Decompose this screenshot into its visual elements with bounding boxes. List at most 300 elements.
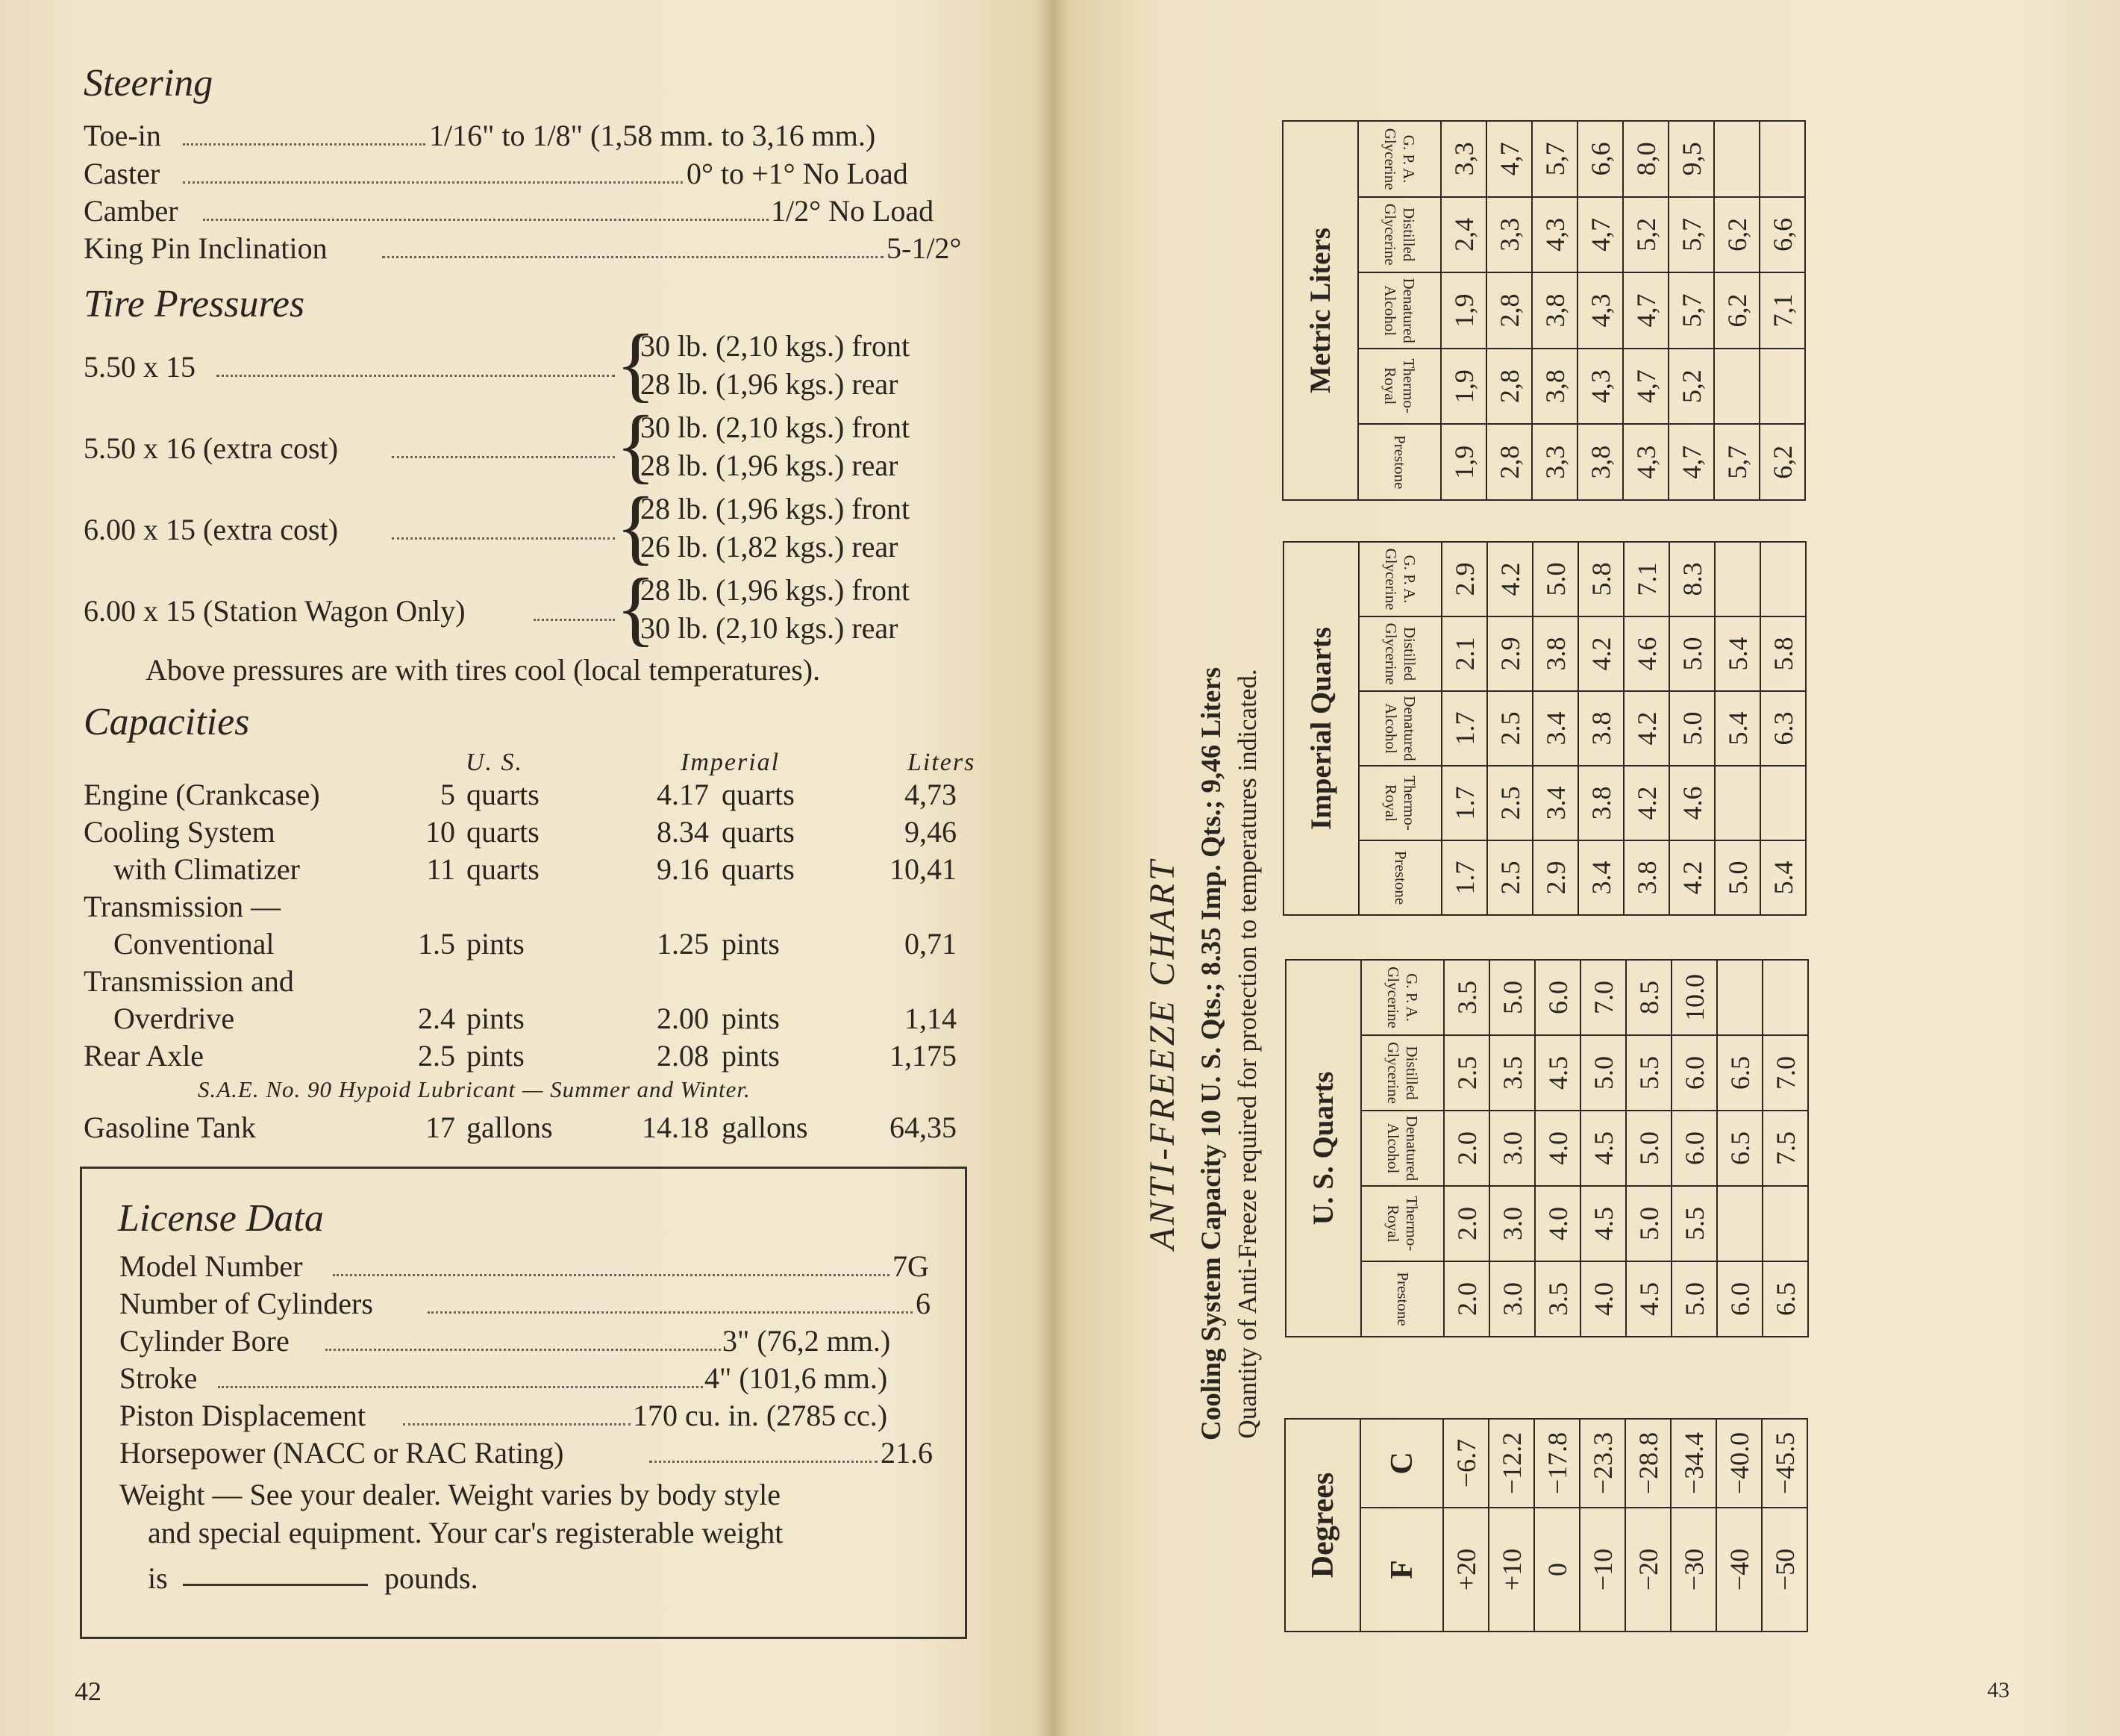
quantity-cell: 3,8 [1578,424,1623,500]
table-row [1669,121,1714,500]
quantity-cell: 5.8 [1578,542,1624,616]
quantity-cell: 5.0 [1489,960,1535,1035]
capacity-imperial-unit: pints [722,927,780,961]
degrees-c-cell: −12.2 [1489,1419,1534,1508]
table-row [1486,121,1532,500]
quantity-cell [1715,542,1760,616]
anti-freeze-chart [1142,93,1985,1632]
capacity-imperial-amount: 1.25 [657,927,709,961]
quantity-cell: 3.5 [1489,1035,1535,1111]
col-us: U. S. [466,749,524,776]
capacity-label: Conventional [113,927,275,961]
quantity-cell: 4.2 [1624,691,1669,766]
quantity-cell: 6.5 [1717,1111,1763,1186]
quantity-cell: 3.0 [1489,1261,1535,1337]
quantity-cell: 7,1 [1760,272,1805,349]
quantity-cell: 2.9 [1442,542,1487,616]
page-42 [0,0,1052,1736]
capacity-us-unit: gallons [466,1111,553,1144]
table-row [1441,121,1486,500]
capacity-imperial-unit: pints [722,1002,780,1035]
antifreeze-type-header: Thermo- Royal [1361,1186,1444,1261]
tire-front-pressure: 28 lb. (1,96 kgs.) front [640,492,910,525]
table-row [1672,960,1717,1337]
dot-leader [534,619,615,621]
col-imperial: Imperial [681,749,781,776]
quantity-cell: 3,8 [1532,349,1578,425]
quantity-cell: 5,2 [1669,349,1714,425]
license-label: Stroke [119,1361,198,1395]
tire-rear-pressure: 28 lb. (1,96 kgs.) rear [640,449,898,482]
quantity-cell: 4.6 [1624,616,1669,691]
quantity-cell: 4,3 [1532,197,1578,273]
quantity-cell: 3.5 [1535,1261,1580,1337]
quantity-cell: 2.0 [1444,1261,1489,1337]
quantity-cell: 3,3 [1532,424,1578,500]
capacity-us-unit: pints [466,1039,525,1072]
quantity-cell: 8.3 [1669,542,1715,616]
weight-pounds: pounds. [384,1561,478,1595]
degrees-f-header: F [1360,1508,1443,1632]
capacity-us-amount: 17 [425,1111,455,1144]
capacity-us-unit: pints [466,1002,525,1035]
table-row [1444,960,1489,1337]
degrees-row [1534,1419,1580,1632]
quantity-cell: 1.7 [1442,766,1487,840]
imperial-quarts-table [1283,541,1807,916]
weight-blank-line [183,1584,368,1586]
quantity-cell: 4.5 [1626,1261,1672,1337]
table-row [1487,542,1533,915]
quantity-cell: 4.2 [1487,542,1533,616]
quantity-cell: 5.5 [1672,1186,1717,1261]
table-row [1578,542,1624,915]
capacity-us-amount: 10 [425,815,455,849]
capacity-label: Gasoline Tank [84,1111,256,1144]
capacities-heading: Capacities [84,701,250,743]
antifreeze-type-header: Prestone [1361,1261,1444,1337]
quantity-cell [1760,542,1806,616]
weight-note-line: and special equipment. Your car's registerable weight [148,1516,784,1549]
license-value: 7G [892,1249,929,1283]
capacity-us-unit: quarts [466,852,540,886]
capacity-imperial-amount: 14.18 [642,1111,709,1144]
quantity-cell: 3.4 [1533,691,1578,766]
degrees-f-cell: −10 [1580,1508,1625,1632]
quantity-cell [1717,1186,1763,1261]
quantity-cell: 3.0 [1489,1111,1535,1186]
capacity-label: with Climatizer [113,852,300,886]
table-row [1578,121,1623,500]
quantity-cell: 9,5 [1669,121,1714,197]
dot-leader [392,537,615,540]
quantity-cell: 2.0 [1444,1186,1489,1261]
table-row [1763,960,1808,1337]
antifreeze-type-header: G. P. A. Glycerine [1361,960,1444,1035]
degrees-f-cell: +10 [1489,1508,1534,1632]
dot-leader [382,256,884,258]
degrees-c-cell: −6.7 [1443,1419,1489,1508]
quantity-cell: 5.4 [1715,691,1760,766]
quantity-cell: 4.5 [1580,1111,1626,1186]
quantity-cell: 8.5 [1626,960,1672,1035]
quantity-cell: 4,7 [1669,424,1714,500]
capacity-label: Engine (Crankcase) [84,778,320,811]
dot-leader [392,456,615,458]
quantity-cell: 6,2 [1760,424,1805,500]
antifreeze-type-header: Thermo- Royal [1358,349,1441,425]
quantity-cell: 1,9 [1441,349,1486,425]
capacity-liters: 1,14 [904,1002,957,1035]
capacity-label: Transmission — [84,890,281,923]
capacity-liters: 1,175 [889,1039,957,1072]
quantity-cell: 3.0 [1489,1186,1535,1261]
dot-leader [183,143,425,146]
quantity-cell: 5,2 [1623,197,1669,273]
quantity-cell: 1.7 [1442,840,1487,915]
tire-rear-pressure: 28 lb. (1,96 kgs.) rear [640,367,898,401]
quantity-cell: 6,2 [1714,197,1760,273]
quantity-cell [1714,121,1760,197]
quantity-cell: 7.5 [1763,1111,1808,1186]
degrees-c-header: C [1360,1419,1443,1508]
license-label: Horsepower (NACC or RAC Rating) [119,1436,564,1470]
capacity-us-amount: 11 [426,852,455,886]
license-data-heading: License Data [118,1197,324,1240]
dot-leader [203,219,769,221]
quantity-cell: 2,4 [1441,197,1486,273]
degrees-f-cell: 0 [1534,1508,1580,1632]
dot-leader [333,1274,889,1276]
quantity-cell: 5.4 [1760,840,1806,915]
quantity-cell: 5.0 [1669,691,1715,766]
quantity-cell: 5.0 [1715,840,1760,915]
quantity-cell: 10.0 [1672,960,1717,1035]
capacity-label: Overdrive [113,1002,235,1035]
capacity-imperial-unit: pints [722,1039,780,1072]
capacity-label: Cooling System [84,815,275,849]
steering-label: Camber [84,194,178,228]
table-row [1717,960,1763,1337]
quantity-cell: 4.5 [1580,1186,1626,1261]
chart-subtitle: Cooling System Capacity 10 U. S. Qts.; 8.35 Imp. Qts.; 9,46 Liters [1196,667,1227,1440]
dot-leader [403,1423,631,1426]
tire-front-pressure: 28 lb. (1,96 kgs.) front [640,573,910,607]
capacity-us-unit: pints [466,927,525,961]
quantity-cell: 4,3 [1623,424,1669,500]
quantity-cell: 7.1 [1624,542,1669,616]
capacity-liters: 0,71 [904,927,957,961]
capacity-us-unit: quarts [466,778,540,811]
brace: { [616,318,656,410]
antifreeze-type-header: Prestone [1359,840,1442,915]
antifreeze-type-header: Distilled Glycerine [1361,1035,1444,1111]
quantity-cell [1763,1186,1808,1261]
quantity-cell: 6.5 [1763,1261,1808,1337]
license-label: Model Number [119,1249,303,1283]
capacity-us-amount: 2.5 [418,1039,455,1072]
capacity-label: Rear Axle [84,1039,204,1072]
quantity-cell: 2.5 [1487,691,1533,766]
weight-is: is [148,1561,168,1595]
steering-value: 0° to +1° No Load [687,157,908,190]
chart-title: ANTI-FREEZE CHART [1142,858,1182,1250]
quantity-cell [1763,960,1808,1035]
steering-value: 1/2° No Load [771,194,934,228]
capacity-imperial-unit: quarts [722,815,795,849]
steering-label: Caster [84,157,160,190]
quantity-cell: 6,6 [1578,121,1623,197]
degrees-c-cell: −17.8 [1534,1419,1580,1508]
quantity-cell: 3.4 [1578,840,1624,915]
tire-size: 5.50 x 16 (extra cost) [84,431,339,465]
quantity-cell: 5.8 [1760,616,1806,691]
capacity-liters: 64,35 [889,1111,957,1144]
quantity-cell: 4.5 [1535,1035,1580,1111]
tire-front-pressure: 30 lb. (2,10 kgs.) front [640,329,910,363]
quantity-cell [1714,349,1760,425]
quantity-cell: 5.0 [1672,1261,1717,1337]
quantity-cell: 2.0 [1444,1111,1489,1186]
quantity-cell: 5.5 [1626,1035,1672,1111]
degrees-f-cell: −40 [1716,1508,1762,1632]
capacity-imperial-amount: 9.16 [657,852,709,886]
table-row [1715,542,1760,915]
quantity-cell: 5.4 [1715,616,1760,691]
quantity-cell: 5.0 [1626,1111,1672,1186]
quantity-cell: 2.5 [1444,1035,1489,1111]
capacity-liters: 10,41 [889,852,957,886]
table-row [1442,542,1487,915]
quantity-cell: 3,3 [1486,197,1532,273]
license-value: 4" (101,6 mm.) [704,1361,888,1395]
degrees-row [1443,1419,1489,1632]
quantity-cell: 6.0 [1672,1035,1717,1111]
chart-subtitle-2: Quantity of Anti-Freeze required for protection to temperatures indicated. [1233,669,1262,1439]
table-row [1623,121,1669,500]
table-row [1760,121,1805,500]
quantity-cell: 6.0 [1672,1111,1717,1186]
antifreeze-type-header: Denatured Alcohol [1361,1111,1444,1186]
weight-note-line: Weight — See your dealer. Weight varies by body style [119,1478,781,1511]
degrees-row [1580,1419,1625,1632]
quantity-cell [1760,121,1805,197]
quantity-cell: 3.8 [1578,766,1624,840]
capacity-us-amount: 5 [440,778,455,811]
quantity-cell: 4.6 [1669,766,1715,840]
table-row [1535,960,1580,1337]
quantity-cell [1760,349,1805,425]
quantity-cell: 3,8 [1532,272,1578,349]
quantity-cell: 3.8 [1624,840,1669,915]
capacity-imperial-amount: 2.00 [657,1002,709,1035]
quantity-cell: 3,3 [1441,121,1486,197]
quantity-cell: 2.1 [1442,616,1487,691]
quantity-cell: 4,3 [1578,349,1623,425]
license-label: Piston Displacement [119,1399,366,1432]
steering-heading: Steering [84,62,213,104]
antifreeze-type-header: G. P. A. Glycerine [1359,542,1442,616]
quantity-cell: 2,8 [1486,349,1532,425]
degrees-header: Degrees [1285,1419,1360,1632]
license-value: 3" (76,2 mm.) [722,1324,891,1358]
tire-size: 6.00 x 15 (Station Wagon Only) [84,594,466,628]
quantity-cell: 3.8 [1578,691,1624,766]
quantity-cell: 4,7 [1623,272,1669,349]
quantity-cell: 4,3 [1578,272,1623,349]
antifreeze-type-header: Distilled Glycerine [1358,197,1441,273]
quantity-cell: 6.0 [1535,960,1580,1035]
group-header: Imperial Quarts [1283,542,1359,915]
quantity-cell: 3.4 [1533,766,1578,840]
degrees-f-cell: +20 [1443,1508,1489,1632]
col-liters: Liters [907,749,976,776]
quantity-cell: 3.8 [1533,616,1578,691]
table-row [1532,121,1578,500]
degrees-f-cell: −30 [1671,1508,1716,1632]
capacity-imperial-unit: gallons [722,1111,808,1144]
degrees-row [1625,1419,1671,1632]
tire-rear-pressure: 26 lb. (1,82 kgs.) rear [640,530,898,563]
quantity-cell: 5.0 [1580,1035,1626,1111]
group-header: Metric Liters [1283,121,1358,500]
quantity-cell [1717,960,1763,1035]
quantity-cell: 6,6 [1760,197,1805,273]
antifreeze-type-header: Distilled Glycerine [1359,616,1442,691]
quantity-cell: 4,7 [1623,349,1669,425]
antifreeze-type-header: Denatured Alcohol [1358,272,1441,349]
quantity-cell: 7.0 [1580,960,1626,1035]
quantity-cell: 4.2 [1578,616,1624,691]
tire-size: 6.00 x 15 (extra cost) [84,513,339,546]
table-row [1760,542,1806,915]
table-row [1580,960,1626,1337]
dot-leader [325,1349,721,1351]
dot-leader [183,181,683,184]
steering-value: 1/16" to 1/8" (1,58 mm. to 3,16 mm.) [429,119,876,152]
quantity-cell: 5,7 [1669,272,1714,349]
quantity-cell: 5,7 [1532,121,1578,197]
table-row [1669,542,1715,915]
capacity-imperial-unit: quarts [722,852,795,886]
license-label: Cylinder Bore [119,1324,290,1358]
quantity-cell: 4.2 [1624,766,1669,840]
quantity-cell: 5.0 [1669,616,1715,691]
license-value: 170 cu. in. (2785 cc.) [633,1399,888,1432]
quantity-cell: 3.5 [1444,960,1489,1035]
quantity-cell: 4.0 [1580,1261,1626,1337]
us-quarts-table [1285,959,1809,1337]
quantity-cell: 7.0 [1763,1035,1808,1111]
quantity-cell: 1.7 [1442,691,1487,766]
capacity-imperial-amount: 8.34 [657,815,709,849]
degrees-row [1762,1419,1807,1632]
dot-leader [218,1386,703,1388]
steering-label: King Pin Inclination [84,231,328,265]
quantity-cell: 4,7 [1486,121,1532,197]
tire-pressures-heading: Tire Pressures [84,283,305,325]
degrees-row [1489,1419,1534,1632]
license-label: Number of Cylinders [119,1287,373,1320]
antifreeze-type-header: Prestone [1358,424,1441,500]
brace: { [616,399,656,492]
brace: { [616,481,656,573]
degrees-table [1284,1418,1808,1632]
degrees-f-cell: −20 [1625,1508,1671,1632]
tire-rear-pressure: 30 lb. (2,10 kgs.) rear [640,611,898,645]
quantity-cell: 2.9 [1533,840,1578,915]
quantity-cell: 4.2 [1669,840,1715,915]
quantity-cell: 1,9 [1441,424,1486,500]
quantity-cell: 5.0 [1533,542,1578,616]
table-row [1533,542,1578,915]
steering-value: 5-1/2° [887,231,962,265]
tire-size: 5.50 x 15 [84,350,196,384]
table-row [1624,542,1669,915]
tire-note: Above pressures are with tires cool (local temperatures). [146,653,821,687]
quantity-cell: 2.5 [1487,840,1533,915]
table-row [1489,960,1535,1337]
degrees-c-cell: −28.8 [1625,1419,1671,1508]
quantity-cell: 4.0 [1535,1111,1580,1186]
degrees-f-cell: −50 [1762,1508,1807,1632]
capacity-imperial-amount: 2.08 [657,1039,709,1072]
capacity-imperial-amount: 4.17 [657,778,709,811]
dot-leader [649,1461,878,1463]
degrees-row [1716,1419,1762,1632]
table-row [1626,960,1672,1337]
quantity-cell: 1,9 [1441,272,1486,349]
lubricant-note: S.A.E. No. 90 Hypoid Lubricant — Summer and Winter. [198,1076,751,1102]
degrees-row [1671,1419,1716,1632]
quantity-cell: 8,0 [1623,121,1669,197]
group-header: U. S. Quarts [1286,960,1361,1337]
quantity-cell [1760,766,1806,840]
capacity-label: Transmission and [84,964,294,998]
steering-label: Toe-in [84,119,161,152]
quantity-cell: 2,8 [1486,272,1532,349]
degrees-c-cell: −40.0 [1716,1419,1762,1508]
capacity-liters: 4,73 [904,778,957,811]
quantity-cell: 4.0 [1535,1186,1580,1261]
book-gutter [1036,0,1069,1736]
page-number: 43 [1987,1678,2010,1702]
quantity-cell: 2.5 [1487,766,1533,840]
tire-front-pressure: 30 lb. (2,10 kgs.) front [640,410,910,444]
license-value: 6 [916,1287,931,1320]
degrees-c-cell: −34.4 [1671,1419,1716,1508]
antifreeze-type-header: Denatured Alcohol [1359,691,1442,766]
dot-leader [216,375,615,377]
quantity-cell: 4,7 [1578,197,1623,273]
antifreeze-type-header: Thermo- Royal [1359,766,1442,840]
page-number: 42 [75,1676,101,1706]
brace: { [616,562,656,655]
quantity-cell: 5.0 [1626,1186,1672,1261]
capacity-us-unit: quarts [466,815,540,849]
capacity-liters: 9,46 [904,815,957,849]
quantity-cell: 2,8 [1486,424,1532,500]
capacity-us-amount: 1.5 [418,927,455,961]
capacity-us-amount: 2.4 [418,1002,455,1035]
quantity-cell: 2.9 [1487,616,1533,691]
quantity-cell: 5,7 [1714,424,1760,500]
quantity-cell: 5,7 [1669,197,1714,273]
degrees-c-cell: −45.5 [1762,1419,1807,1508]
degrees-c-cell: −23.3 [1580,1419,1625,1508]
quantity-cell: 6.3 [1760,691,1806,766]
quantity-cell: 6,2 [1714,272,1760,349]
